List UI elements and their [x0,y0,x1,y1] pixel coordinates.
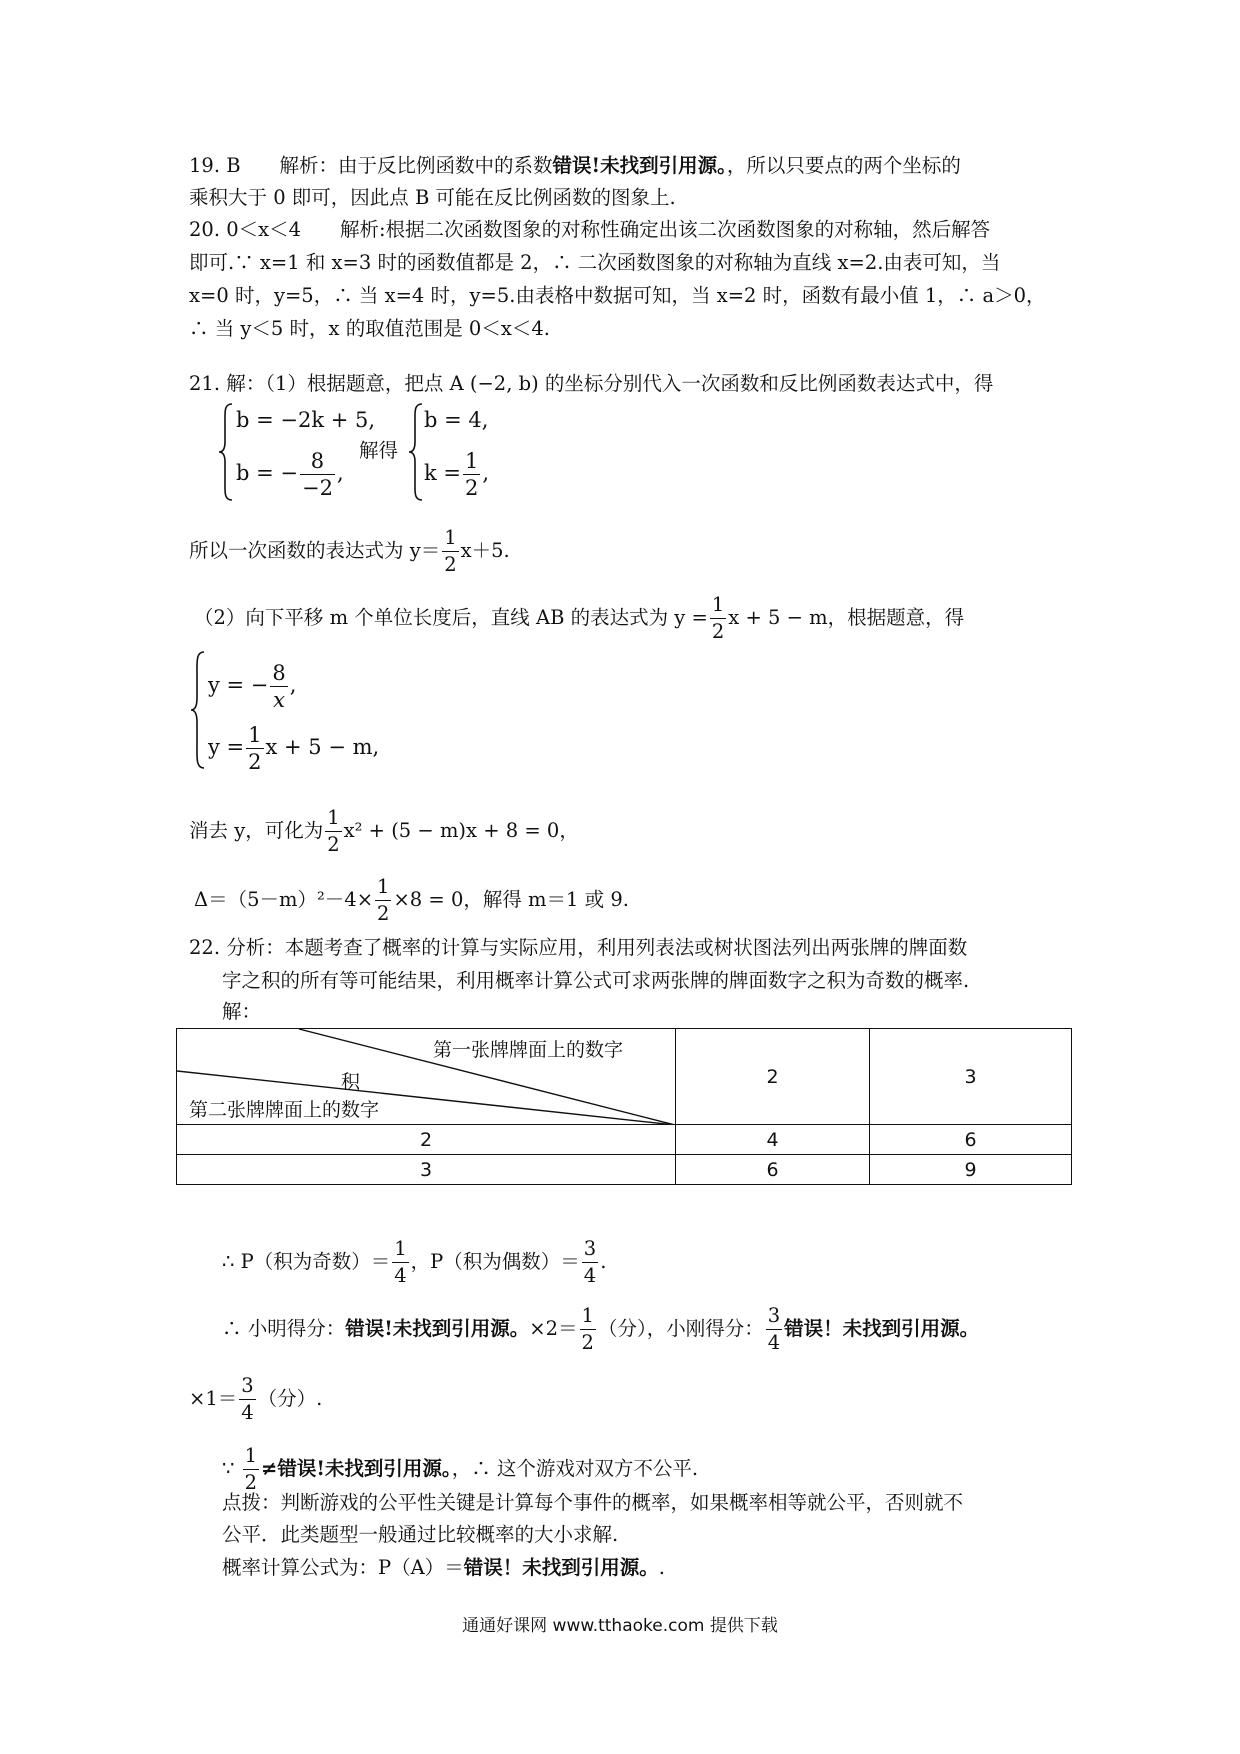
table-row [177,1125,1072,1155]
q20-line-2: 即可.∵ x=1 和 x=3 时的函数值都是 2，∴ 二次函数图象的对称轴为直线 x=2.由表可知，当 [189,251,1001,274]
reference-error: 错误!未找到引用源。 [552,154,727,177]
reference-error: 错误！未找到引用源。 [463,1556,659,1579]
q21-delta: Δ＝（5－m）²－4× $\frac{1}{2}$ ×8 = 0，解得 m＝1 或 9. [194,875,629,925]
table-row [177,1155,1072,1185]
q22-score-2: ×1＝ $\frac{3}{4}$ （分）. [189,1374,323,1424]
page-footer: 通通好课网 www.tthaoke.com 提供下载 [462,1616,778,1636]
q22-score: ∴ 小明得分：错误!未找到引用源。×2＝ $\frac{1}{2}$ （分），小刚得分： $\frac{3}{4}$ 错误！未找到引用源。 [222,1304,980,1354]
brace-system-2 [408,402,424,502]
table-cell: 6 [870,1125,1072,1155]
system-1-row-1: b = −2k + 5, [236,408,376,432]
q22-tip-line-2: 公平．此类题型一般通过比较概率的大小求解. [222,1523,619,1546]
column-header: 2 [676,1029,870,1125]
q21-linear-expression: 所以一次函数的表达式为 y＝ $\frac{1}{2}$ x＋5. [189,526,510,576]
q21-eliminate: 消去 y，可化为 $\frac{1}{2}$ x² + (5 − m)x + 8 = 0， [189,806,579,856]
q22-line-2: 字之积的所有等可能结果，利用概率计算公式可求两张牌的牌面数字之积为奇数的概率. [222,969,970,992]
header-second-card: 第二张牌牌面上的数字 [189,1099,380,1121]
q22-probability: ∴ P（积为奇数）＝ $\frac{1}{4}$ ，P（积为偶数）＝ $\frac{3}{4}$ . [222,1237,607,1287]
q19-line-2: 乘积大于 0 即可，因此点 B 可能在反比例函数的图象上. [189,186,676,209]
row-header: 3 [177,1155,676,1185]
q20-line-3: x=0 时，y=5，∴ 当 x=4 时，y=5.由表格中数据可知，当 x=2 时，函数有最小值 1，∴ a＞0， [189,284,1046,307]
header-product: 积 [341,1071,361,1093]
table-cell: 6 [676,1155,870,1185]
system-2-row-2: k = $\frac{1}{2}$ , [424,449,490,500]
reference-error: 错误！未找到引用源。 [784,1317,980,1340]
row-header: 2 [177,1125,676,1155]
q22-formula: 概率计算公式为：P（A）＝错误！未找到引用源。. [222,1556,665,1579]
system-3-row-2: y = $\frac{1}{2}$ x + 5 − m, [208,723,380,774]
system-1-row-2: b = − $\frac{8}{-2}$ , [236,449,344,500]
q21-line-1: 21. 解：（1）根据题意，把点 A (−2, b) 的坐标分别代入一次函数和反比例函数表达式中，得 [189,372,994,395]
table-cell: 9 [870,1155,1072,1185]
column-header: 3 [870,1029,1072,1125]
q20-line-1: 20. 0＜x＜4 解析:根据二次函数图象的对称性确定出该二次函数图象的对称轴，然后解答 [189,218,991,241]
table-header-diagonal-cell [177,1029,676,1125]
q22-line-1: 22. 分析：本题考查了概率的计算与实际应用，利用列表法或树状图法列出两张牌的牌面数 [189,936,968,959]
system-2-row-1: b = 4, [424,408,489,432]
q20-line-4: ∴ 当 y＜5 时，x 的取值范围是 0＜x＜4. [189,317,550,340]
q21-part-2: （2）向下平移 m 个单位长度后，直线 AB 的表达式为 y = $\frac{1}{2}$ x + 5 − m，根据题意，得 [194,593,965,643]
brace-system-3 [190,650,206,770]
product-table [176,1028,1072,1185]
solve-label: 解得 [359,439,399,462]
q22-because: ∵ $\frac{1}{2}$ ≠错误!未找到引用源。，∴ 这个游戏对双方不公平. [222,1444,699,1494]
header-first-card: 第一张牌牌面上的数字 [433,1039,624,1061]
reference-error: 错误!未找到引用源。 [277,1457,452,1480]
table-cell: 4 [676,1125,870,1155]
q22-tip-line-1: 点拨：判断游戏的公平性关键是计算每个事件的概率，如果概率相等就公平，否则就不 [222,1491,964,1514]
reference-error: 错误!未找到引用源。 [345,1317,530,1340]
brace-system-1 [218,402,234,502]
q19-line-1: 19. B 解析：由于反比例函数中的系数错误!未找到引用源。，所以只要点的两个坐标的 [189,154,961,177]
q22-line-3: 解： [222,1000,262,1023]
system-3-row-1: y = − $\frac{8}{x}$ , [208,661,297,712]
